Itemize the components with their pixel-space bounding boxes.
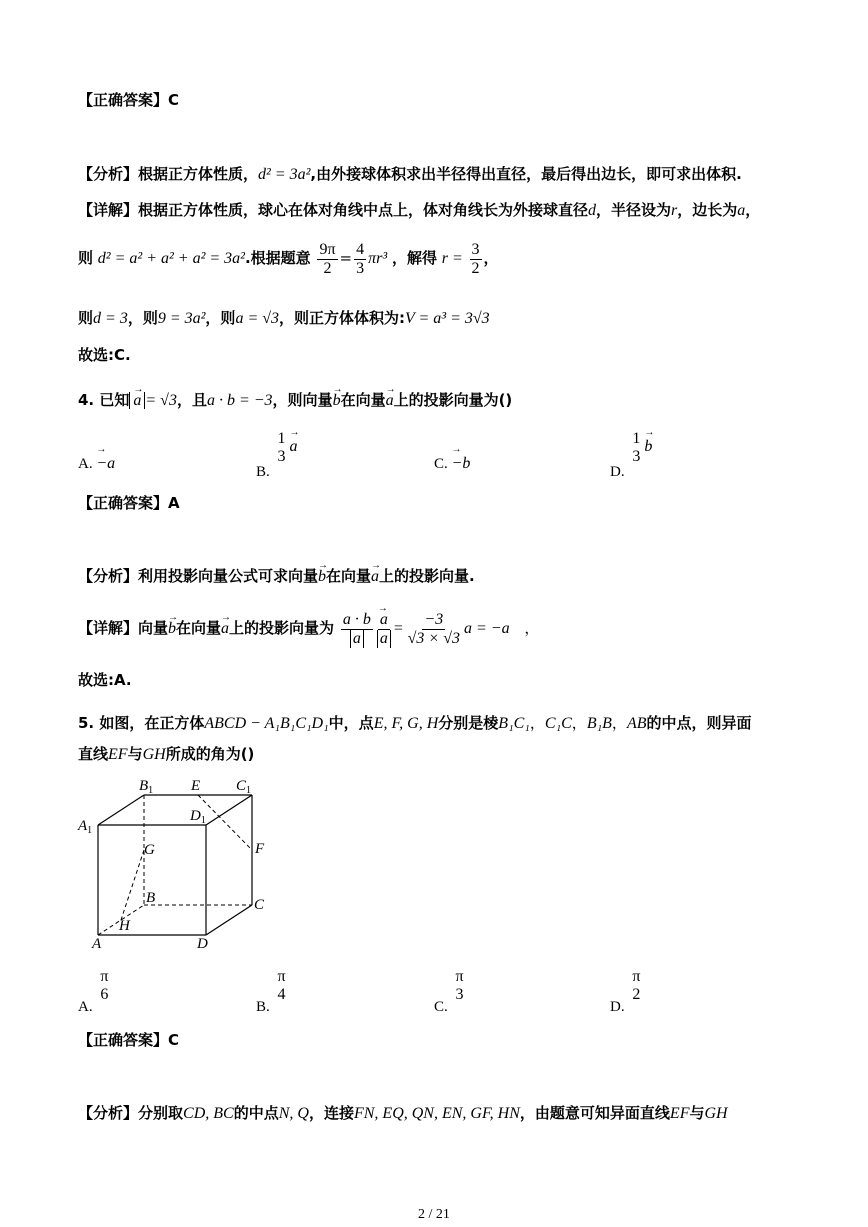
q4-answer: 【正确答案】A bbox=[78, 494, 180, 512]
projection-formula-2: → $\frac{a}{a}$ bbox=[377, 611, 391, 648]
fraction-9pi-2: $\frac{9\pi}{2}$ bbox=[319, 240, 336, 277]
q5-option-d[interactable]: D. π 2 bbox=[610, 968, 641, 1016]
q3-analysis: 【分析】根据正方体性质，d² = 3a²,由外接球体积求出半径得出直径，最后得出边长，即可求出体积. bbox=[78, 165, 742, 183]
q4-choose: 故选:A. bbox=[78, 671, 132, 689]
q3-line4: 则d = 3，则9 = 3a²，则a = √3，则正方体体积为:V = a³ = 3√3 bbox=[78, 309, 490, 327]
label-d1: $D_1$ bbox=[190, 808, 206, 826]
projection-formula-1: $\frac{a \cdot b}{a}$ bbox=[342, 610, 371, 647]
label-c: C bbox=[254, 897, 265, 913]
label-c1: $C_1$ bbox=[236, 778, 252, 796]
label-h: H bbox=[119, 918, 130, 934]
q5-analysis: 【分析】分别取CD, BC的中点N, Q，连接FN, EQ, QN, EN, GF, HN，由题意可知异面直线EF与GH bbox=[78, 1104, 728, 1122]
q5-stem-line1: 5. 如图，在正方体ABCD − A₁B₁C₁D₁中，点E, F, G, H分别是棱B₁C₁，C₁C，B₁B，AB的中点，则异面 bbox=[78, 714, 752, 732]
q3-detail: 【详解】根据正方体性质，球心在体对角线中点上，体对角线长为外接球直径d，半径设为r，边长为a， bbox=[78, 201, 761, 219]
fraction-3-2: $\frac{3}{2}$ bbox=[471, 240, 480, 277]
q5-option-b[interactable]: B. π 4 bbox=[256, 968, 286, 1016]
q5-option-c[interactable]: C. π 3 bbox=[434, 968, 464, 1016]
abs-vector-a: → a bbox=[129, 392, 145, 409]
label-b1: $B_1$ bbox=[139, 778, 154, 796]
fraction-4-3: $\frac{4}{3}$ bbox=[356, 240, 365, 277]
q4-option-d[interactable]: D. 1 3 → b bbox=[610, 430, 652, 466]
projection-formula-3: $\frac{-3}{√3 \times √3}$ bbox=[407, 610, 460, 647]
q4-analysis: 【分析】利用投影向量公式可求向量→ b在向量→ a上的投影向量. bbox=[78, 566, 475, 587]
q3-line3: 则 d² = a² + a² + a² = 3a².根据题意 $\frac{9\pi}{2}$ = $\frac{4}{3}$ πr³ ，解得 r = $\frac{3}{2}$ ， bbox=[78, 240, 499, 277]
label-e: E bbox=[191, 778, 201, 794]
q4-detail: 【详解】向量→ b在向量→ a上的投影向量为 $\frac{a \cdot b}{a}$ → $\frac{a}{a}$ = $\frac{-3}{√3 \times √3}$ a = −a ， bbox=[78, 604, 539, 653]
q3-choose: 故选:C. bbox=[78, 346, 131, 364]
q4-option-a[interactable]: A. → −a bbox=[78, 455, 115, 473]
edge-dc bbox=[206, 905, 252, 935]
q5-answer: 【正确答案】C bbox=[78, 1031, 180, 1049]
q3-answer: 【正确答案】C bbox=[78, 91, 180, 109]
edge-a1b1 bbox=[98, 795, 144, 825]
label-g: G bbox=[144, 842, 155, 858]
q4-stem: 4. 已知→ a = √3，且a · b = −3，则向量→ b在向量→ a上的投影向量为() bbox=[78, 390, 512, 411]
q5-stem-line2: 直线EF与GH所成的角为() bbox=[78, 745, 255, 763]
q5-option-a[interactable]: A. π 6 bbox=[78, 968, 109, 1016]
q4-option-b[interactable]: B. 1 3 → a bbox=[256, 430, 298, 466]
label-b: B bbox=[146, 890, 156, 906]
label-a1: $A_1$ bbox=[78, 818, 93, 836]
q4-option-c[interactable]: C. → −b bbox=[434, 455, 470, 473]
label-a: A bbox=[92, 936, 102, 950]
label-d: D bbox=[197, 936, 208, 950]
label-f: F bbox=[255, 841, 265, 857]
segment-gh bbox=[121, 850, 144, 920]
cube-figure bbox=[74, 770, 274, 950]
page-number: 2 / 21 bbox=[418, 1207, 450, 1222]
